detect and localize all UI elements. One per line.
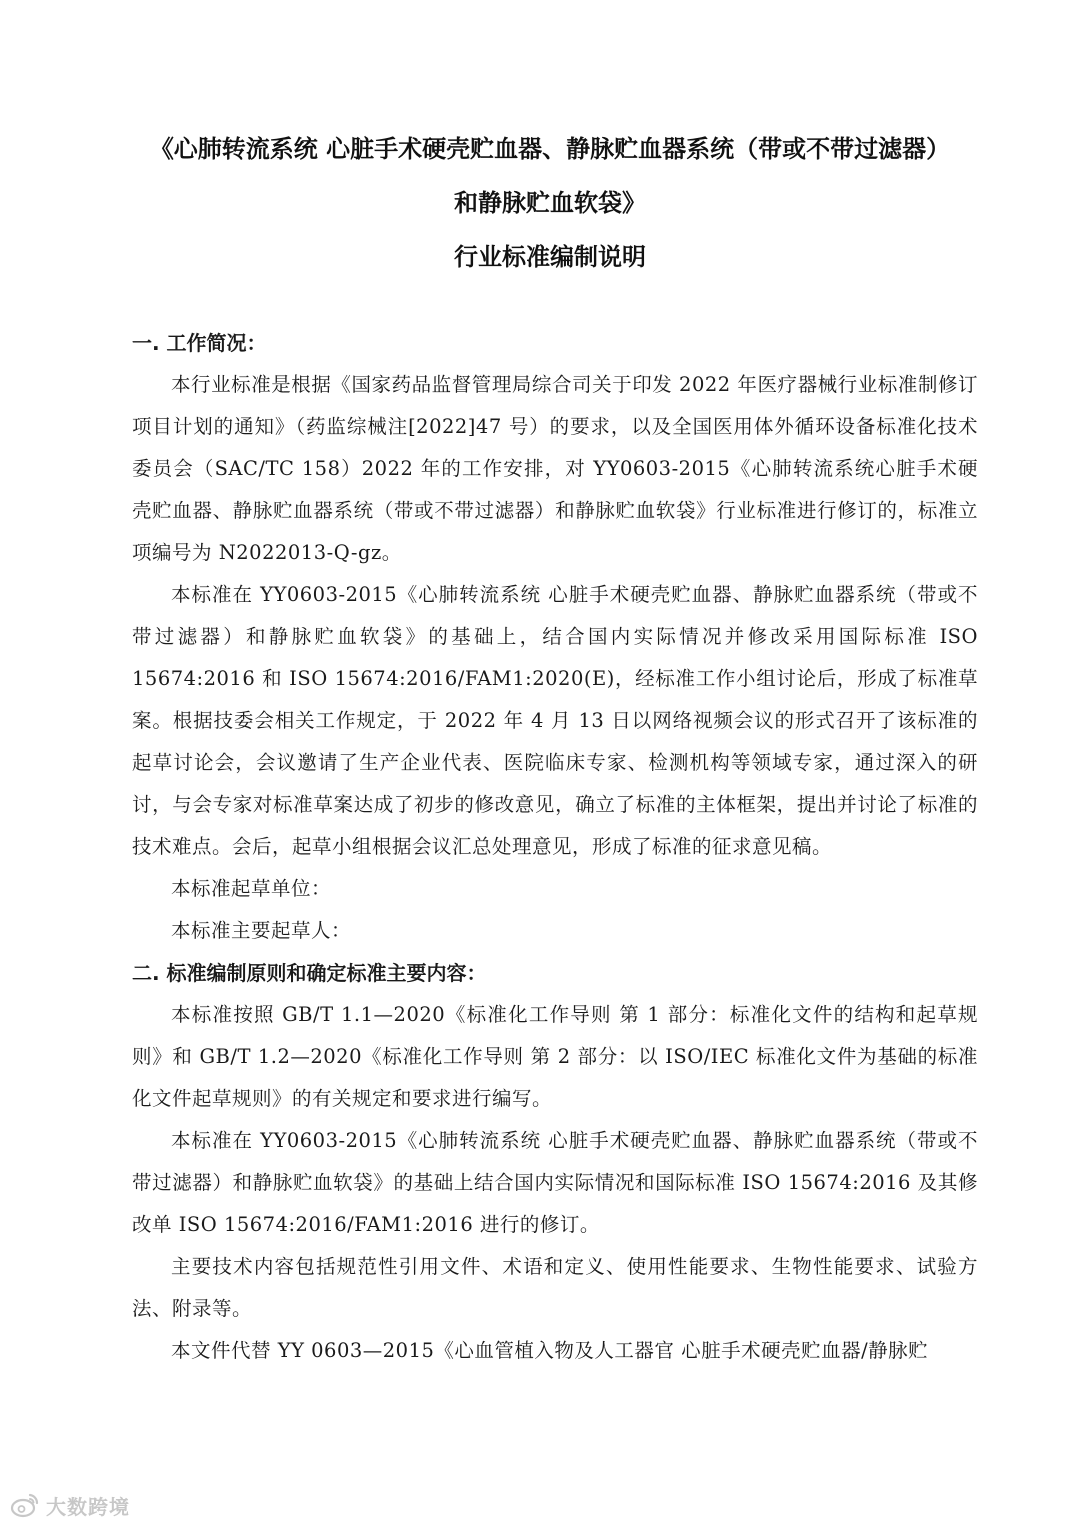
paragraph-drafting-process: 本标准在 YY0603-2015《心肺转流系统 心脏手术硬壳贮血器、静脉贮血器系统（带或不带过滤器）和静脉贮血软袋》的基础上，结合国内实际情况并修改采用国际标准 ISO 15674:2016 和 ISO 15674:2016/FAM1:2020(E)，经标准工作小组讨论后，形成了标准草案。根据技委会相关工作规定，于 2022 年 4 月 13 日以网络视频会议的形式召开了该标准的起草讨论会，会议邀请了生产企业代表、医院临床专家、检测机构等领域专家，通过深入的研讨，与会专家对标准草案达成了初步的修改意见，确立了标准的主体框架，提出并讨论了标准的技术难点。会后，起草小组根据会议汇总处理意见，形成了标准的征求意见稿。: [132, 583, 978, 858]
watermark-text: 大数跨境: [46, 1494, 130, 1519]
section-heading-work-overview: 一. 工作简况：: [132, 331, 267, 355]
title-line-3: 行业标准编制说明: [454, 243, 646, 271]
paragraph-basis: 本行业标准是根据《国家药品监督管理局综合司关于印发 2022 年医疗器械行业标准制修订项目计划的通知》（药监综械注[2022]47 号）的要求，以及全国医用体外循环设备标准化技术委员会（SAC/TC 158）2022 年的工作安排，对 YY0603-2015《心肺转流系统心脏手术硬壳贮血器、静脉贮血器系统（带或不带过滤器）和静脉贮血软袋》行业标准进行修订的，标准立项编号为 N2022013-Q-gz。: [132, 373, 978, 564]
paragraph-drafting-units: 本标准起草单位：: [171, 877, 332, 900]
section-heading-principles: 二. 标准编制原则和确定标准主要内容：: [132, 961, 487, 985]
watermark: [10, 1490, 130, 1520]
paragraph-drafters: 本标准主要起草人：: [171, 919, 352, 942]
document-body: [132, 322, 978, 1372]
document-title: [120, 122, 980, 284]
weibo-logo-icon: [10, 1492, 40, 1518]
title-line-1: 《心肺转流系统 心脏手术硬壳贮血器、静脉贮血器系统（带或不带过滤器）: [149, 135, 951, 163]
paragraph-main-content: 主要技术内容包括规范性引用文件、术语和定义、使用性能要求、生物性能要求、试验方法、附录等。: [132, 1255, 978, 1320]
paragraph-replaces: 本文件代替 YY 0603—2015《心血管植入物及人工器官 心脏手术硬壳贮血器/静脉贮: [171, 1339, 929, 1362]
title-line-2: 和静脉贮血软袋》: [454, 189, 646, 217]
paragraph-gbt-rules: 本标准按照 GB/T 1.1—2020《标准化工作导则 第 1 部分：标准化文件的结构和起草规则》和 GB/T 1.2—2020《标准化工作导则 第 2 部分：以 ISO/IEC 标准化文件为基础的标准化文件起草规则》的有关规定和要求进行编写。: [132, 1003, 978, 1110]
paragraph-revision-basis: 本标准在 YY0603-2015《心肺转流系统 心脏手术硬壳贮血器、静脉贮血器系统（带或不带过滤器）和静脉贮血软袋》的基础上结合国内实际情况和国际标准 ISO 15674:2016 及其修改单 ISO 15674:2016/FAM1:2016 进行的修订。: [132, 1129, 978, 1236]
